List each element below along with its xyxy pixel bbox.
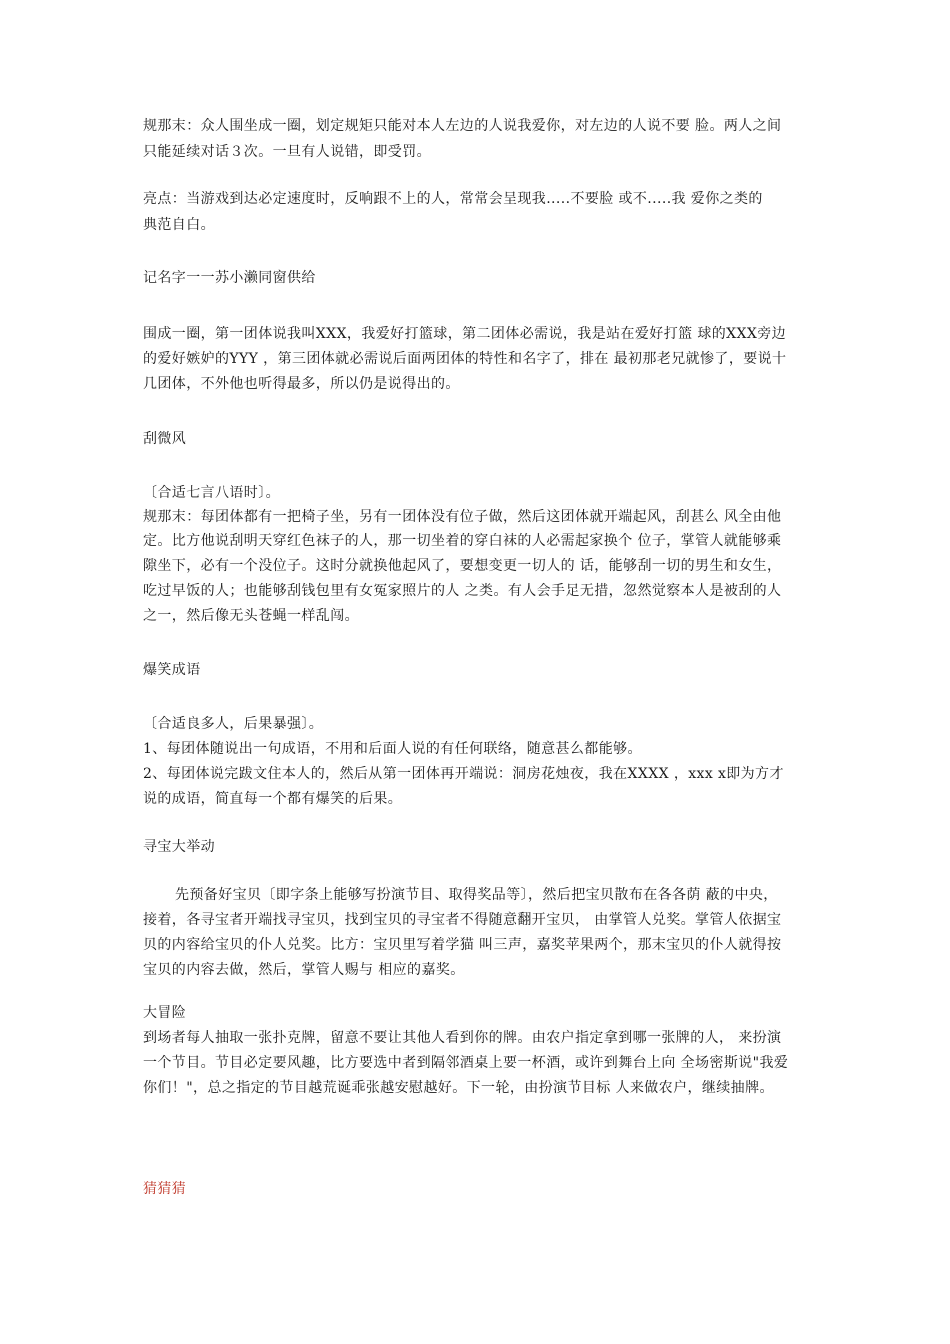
highlight-line-2: 典范自白。 <box>143 217 215 233</box>
treasure-line-1: 先预备好宝贝〔即字条上能够写扮演节目、取得奖品等〕，然后把宝贝散布在各各荫 蔽的中央， <box>175 887 778 903</box>
remember-names-line-3: 几团体，不外他也听得最多，所以仍是说得出的。 <box>143 376 460 392</box>
guess-title: 猜猜猜 <box>143 1181 187 1197</box>
adventure-title: 大冒险 <box>143 1005 187 1021</box>
breeze-title: 刮微风 <box>143 431 187 447</box>
treasure-line-3: 贝的内容给宝贝的仆人兑奖。比方：宝贝里写着学猫 叫三声，嘉奖苹果两个，那末宝贝的仆人就得按 <box>143 937 782 953</box>
breeze-line-4: 隙坐下，必有一个没位子。这时分就换他起风了，要想变更一切人的 话，能够刮一切的男生和女生， <box>143 558 782 574</box>
idiom-line-3: 2、每团体说完跋文住本人的，然后从第一团体再开端说：洞房花烛夜，我在XXXX ，xxx x即为方才 <box>143 766 784 782</box>
adventure-line-1: 到场者每人抽取一张扑克牌，留意不要让其他人看到你的牌。由农户指定拿到哪一张牌的人， 来扮演 <box>143 1030 782 1046</box>
breeze-line-1: 〔合适七言八语时〕。 <box>143 485 280 501</box>
breeze-line-6: 之一，然后像无头苍蝇一样乱闯。 <box>143 608 359 624</box>
breeze-line-3: 定。比方他说刮明天穿红色袜子的人，那一切坐着的穿白袜的人必需起家换个 位子，掌管人就能够乘 <box>143 533 782 549</box>
adventure-line-2: 一个节目。节目必定要风趣，比方要选中者到隔邻酒桌上要一杯酒，或许到舞台上向 全场密斯说"我爱 <box>143 1055 789 1071</box>
highlight-line-1: 亮点：当游戏到达必定速度时，反响跟不上的人，常常会呈现我.....不要脸 或不.....我 爱你之类的 <box>143 191 763 207</box>
remember-names-line-1: 围成一圈，第一团体说我叫XXX，我爱好打篮球，第二团体必需说，我是站在爱好打篮 球的XXX旁边 <box>143 326 787 342</box>
idiom-line-2: 1、每团体随说出一句成语，不用和后面人说的有任何联络，随意甚么都能够。 <box>143 741 642 757</box>
rules-intro-line-2: 只能延续对话３次。一旦有人说错，即受罚。 <box>143 144 431 160</box>
breeze-line-5: 吃过早饭的人；也能够刮钱包里有女冤家照片的人 之类。有人会手足无措，忽然觉察本人是被刮的人 <box>143 583 782 599</box>
treasure-title: 寻宝大举动 <box>143 839 215 855</box>
remember-names-line-2: 的爱好嫉妒的YYY ，第三团体就必需说后面两团体的特性和名字了，排在 最初那老兄就惨了，要说十 <box>143 351 787 367</box>
treasure-line-2: 接着，各寻宝者开端找寻宝贝，找到宝贝的寻宝者不得随意翻开宝贝， 由掌管人兑奖。掌管人依据宝 <box>143 912 782 928</box>
idiom-title: 爆笑成语 <box>143 662 201 678</box>
idiom-line-4: 说的成语，简直每一个都有爆笑的后果。 <box>143 791 403 807</box>
treasure-line-4: 宝贝的内容去做，然后，掌管人赐与 相应的嘉奖。 <box>143 962 465 978</box>
rules-intro-line-1: 规那末：众人围坐成一圈，划定规矩只能对本人左边的人说我爱你，对左边的人说不要 脸。两人之间 <box>143 118 782 134</box>
idiom-line-1: 〔合适良多人，后果暴强〕。 <box>143 716 324 732</box>
adventure-line-3: 你们！"，总之指定的节目越荒诞乖张越安慰越好。下一轮，由扮演节目标 人来做农户，继续抽牌。 <box>143 1080 774 1096</box>
breeze-line-2: 规那末：每团体都有一把椅子坐，另有一团体没有位子做，然后这团体就开端起风，刮甚么 风全由他 <box>143 509 782 525</box>
remember-names-title: 记名字一一苏小濑同窗供给 <box>143 270 316 286</box>
